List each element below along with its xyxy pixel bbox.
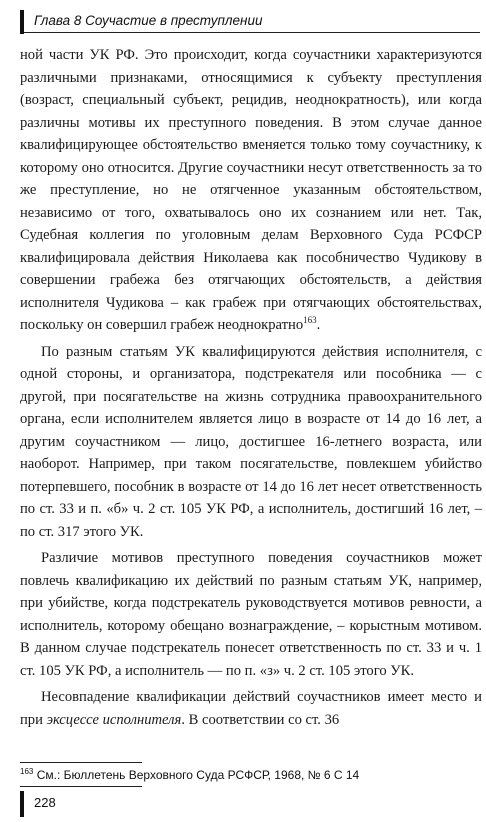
running-header	[20, 6, 480, 33]
footnote-divider	[20, 762, 142, 763]
paragraph-4-term: эксцессе исполнителя	[46, 711, 182, 728]
paragraph-4-text: Несовпадение квалификации действий соучастников имеет место и при	[20, 689, 482, 728]
footer-bar	[20, 791, 24, 817]
footnote-number: 163	[20, 767, 34, 776]
paragraph-4-end: . В соответствии со ст. 36	[181, 711, 340, 728]
paragraph-4	[20, 686, 482, 731]
footnote	[20, 768, 482, 782]
page-number: 228	[34, 795, 56, 810]
paragraph-3: Различие мотивов преступного поведения соучастников может повлечь квалификацию их действий по разным статьям УК, например, при убийстве, когда подстрекатель руководствуется мотивов ревности, а исполнитель, которому обещано вознаграждение, – корыстным мотивом. В данном случае подстрекатель понесет ответственность по ст. 33 и ч. 1 ст. 105 УК РФ, а исполнитель — по п. «з» ч. 2 ст. 105 этого УК.	[20, 550, 482, 679]
footnote-text: См.: Бюллетень Верховного Суда РСФСР, 1968, № 6 С 14	[33, 768, 360, 782]
main-text	[20, 44, 482, 731]
page-footer	[20, 786, 142, 819]
footnote-ref[interactable]: 163	[303, 315, 317, 326]
chapter-title: Глава 8 Соучастие в преступлении	[34, 13, 263, 28]
paragraph-1-end: .	[316, 317, 321, 333]
paragraph-1-text: ной части УК РФ. Это происходит, когда соучастники характеризуются различными признаками, относящимися к субъекту преступления (возраст, специальный субъект, рецидив, неоднократность), или когда различны мотивы их преступного поведения. В этом случае данное квалифицирующее обстоятельство вменяется только тому соучастнику, к которому оно относится. Другие соучастники несут ответственность за то же преступление, но не отягченное указанным обстоятельством, независимо от того, охватывалось оно их сознанием или нет. Так, Судебная коллегия по уголовным делам Верховного Суда РСФСР квалифицировала действия Николаева как пособничество Чудикову в совершении грабежа без отягчающих обстоятельств, а действия исполнителя Чудикова – как грабеж при отягчающих обстоятельствах, поскольку он совершил грабеж неоднократно	[20, 47, 482, 333]
header-bar	[20, 10, 24, 34]
paragraph-2: По разным статьям УК квалифицируются действия исполнителя, с одной стороны, и организатора, подстрекателя или пособника — с другой, при посягательстве на жизнь сотрудника правоохранительного органа, если исполнителем является лицо в возрасте от 14 до 16 лет, а другим соучастником — лицо, достигшее 16-летнего возраста, или наоборот. Например, при таком посягательстве, повлекшем убийство потерпевшего, пособник в возрасте от 14 до 16 лет несет ответственность по ст. 33 и п. «б» ч. 2 ст. 105 УК РФ, а исполнитель, достигший 16 лет, – по ст. 317 этого УК.	[20, 343, 482, 540]
paragraph-1	[20, 44, 482, 337]
